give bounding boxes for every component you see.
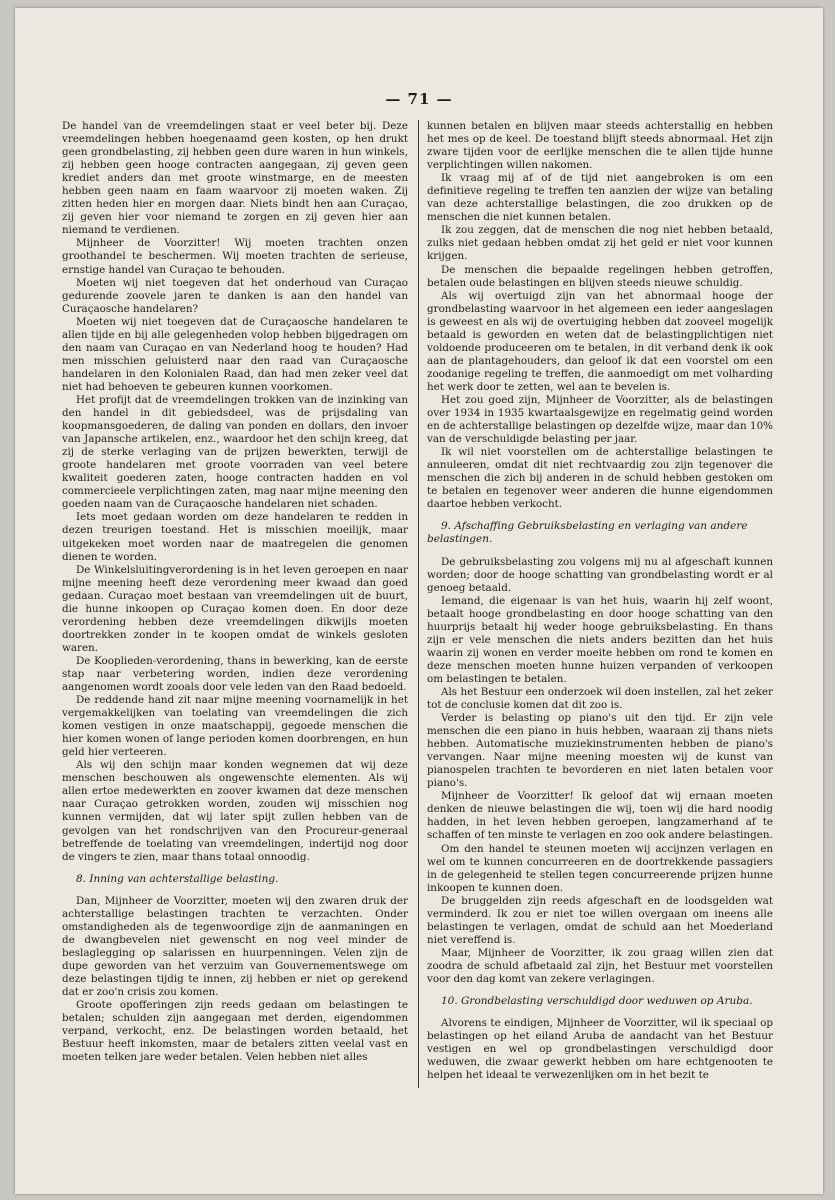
paragraph: Groote opofferingen zijn reeds gedaan om belastingen te betalen; schulden zijn aangegaan met derden, eigendommen verpand, verkocht, enz. De belastingen worden betaald, het Bestuur heeft inkomsten, maar de betalers zitten veelal vast en moeten telken jare weder betalen. Velen hebben niet alles	[62, 999, 408, 1064]
paragraph: Ik wil niet voorstellen om de achterstallige belastingen te annuleeren, omdat dit niet rechtvaardig zou zijn tegenover die menschen die zich bij anderen in de schuld hebben gestoken om te betalen en tegenover weer anderen die hunne eigendommen daartoe hebben verkocht.	[427, 446, 773, 511]
paragraph: De reddende hand zit naar mijne meening voornamelijk in het vergemakkelijken van toelating van vreemdelingen die zich komen vestigen in onze maatschappij, gegoede menschen die hier komen wonen of lange perioden komen doorbrengen, en hun geld hier verteeren.	[62, 694, 408, 759]
paragraph: De gebruiksbelasting zou volgens mij nu al afgeschaft kunnen worden; door de hooge schatting van grondbelasting wordt er al genoeg betaald.	[427, 555, 773, 594]
paragraph: Dan, Mijnheer de Voorzitter, moeten wij den zwaren druk der achterstallige belastingen trachten te verzachten. Onder omstandigheden als de tegenwoordige zijn de aanmaningen en de dwangbevelen niet gewenscht en nog veel minder de beslaglegging op salarissen en huurpenningen. Velen zijn de dupe geworden van het verzuim van Gouvernementswege om deze belastingen tijdig te innen, zij hebben er niet op gerekend dat er zoo'n crisis zou komen.	[62, 894, 408, 999]
paragraph: De menschen die bepaalde regelingen hebben getroffen, betalen oude belastingen en blijven steeds nieuwe schuldig.	[427, 263, 773, 289]
paragraph: De Kooplieden-verordening, thans in bewerking, kan de eerste stap naar verbetering worden, indien deze verordening aangenomen wordt zooals door vele leden van den Raad bedoeld.	[62, 654, 408, 694]
section-heading-8: 8. Inning van achterstallige belasting.	[76, 872, 279, 885]
paragraph: Iemand, die eigenaar is van het huis, waarin hij zelf woont, betaalt hooge grondbelasting en door hooge schatting van den huurprijs betaalt hij weder hooge gebruiksbelasting. En thans zijn er vele menschen die niets anders bezitten dan het huis waarin zij wonen en verder moeite hebben om rond te komen en deze menschen moeten hunne huizen verpanden of verkoopen om belastingen te betalen.	[427, 594, 773, 685]
section-heading-9: 9. Afschaffing Gebruiksbelasting en verlaging van andere belastingen.	[427, 520, 748, 546]
left-column	[62, 120, 408, 1064]
column-divider	[418, 120, 419, 1088]
paragraph: Mijnheer de Voorzitter! Ik geloof dat wij ernaan moeten denken de nieuwe belastingen die wij, toen wij die hard noodig hadden, in het leven hebben geroepen, langzamerhand af te schaffen of ten minste te verlagen en zoo ook andere belastingen.	[427, 790, 773, 842]
paragraph: De bruggelden zijn reeds afgeschaft en de loodsgelden wat verminderd. Ik zou er niet toe willen overgaan om ineens alle belastingen te verlagen, omdat de schuld aan het Moederland niet vereffend is.	[427, 894, 773, 946]
paragraph: Ik zou zeggen, dat de menschen die nog niet hebben betaald, zulks niet gedaan hebben omdat zij het geld er niet voor kunnen krijgen.	[427, 224, 773, 263]
paragraph: Ik vraag mij af of de tijd niet aangebroken is om een definitieve regeling te treffen ten aanzien der wijze van betaling van deze achterstallige belastingen, die zoo drukken op de menschen die niet kunnen betalen.	[427, 172, 773, 224]
paragraph: Als het Bestuur een onderzoek wil doen instellen, zal het zeker tot de conclusie komen dat dit zoo is.	[427, 685, 773, 712]
paragraph: Het profijt dat de vreemdelingen trokken van de inzinking van den handel in dit gebiedsdeel, was de prijsdaling van koopmansgoederen, de daling van ponden en dollars, den invoer van Japansche artikelen, enz., waardoor het den schijn kreeg, dat zij de sterke verlaging van de prijzen bewerkten, terwijl de groote handelaren met groote voorraden van veel betere kwaliteit goederen zaten, hooge contracten hadden en vol commercieele verplichtingen zaten, mag naar mijne meening den goeden naam van de Curaçaosche handelaren niet schaden.	[62, 393, 408, 511]
paragraph: Moeten wij niet toegeven dat het onderhoud van Curaçao gedurende zoovele jaren te danken is aan den handel van Curaçaosche handelaren?	[62, 276, 408, 315]
paragraph: Moeten wij niet toegeven dat de Curaçaosche handelaren te allen tijde en bij alle gelegenheden volop hebben bijgedragen om den naam van Curaçao en van Nederland hoog te houden? Had men misschien geluisterd naar den raad van Curaçaosche handelaren in den Kolonialen Raad, dan had men zeker veel dat niet had behoeven te gebeuren kunnen voorkomen.	[62, 315, 408, 393]
paragraph: De Winkelsluitingverordening is in het leven geroepen en naar mijne meening heeft deze verordening meer kwaad dan goed gedaan. Curaçao moet bestaan van vreemdelingen uit de buurt, die hunne inkoopen op Curaçao komen doen. En door deze verordening hebben deze vreemdelingen dikwijls moeten doortrekken zonder in te koopen omdat de winkels gesloten waren.	[62, 563, 408, 654]
paragraph: Om den handel te steunen moeten wij accijnzen verlagen en wel om te kunnen concurreeren en de doortrekkende passagiers in de gelegenheid te stellen tegen concurreerende prijzen hunne inkoopen te kunnen doen.	[427, 842, 773, 894]
paragraph: De handel van de vreemdelingen staat er veel beter bij. Deze vreemdelingen hebben hoegenaamd geen kosten, op hen drukt geen grondbelasting, zij hebben geen dure waren in hun winkels, zij hebben geen hooge contracten aangegaan, zij geven geen krediet anders dan met groote winstmarge, en de meesten hebben geen naam en faam waarvoor zij moeten waken. Zij zitten heden hier en morgen daar. Niets bindt hen aan Curaçao, zij geven hier voor niemand te zorgen en zij geven hier aan niemand te verdienen.	[62, 120, 408, 237]
section-heading-10: 10. Grondbelasting verschuldigd door weduwen op Aruba.	[441, 995, 753, 1008]
paragraph: Alvorens te eindigen, Mijnheer de Voorzitter, wil ik speciaal op belastingen op het eiland Aruba de aandacht van het Bestuur vestigen en wel op grondbelastingen verschuldigd door weduwen, die zwaar gewerkt hebben om hare echtgenooten te helpen het ideaal te verwezenlijken om in het bezit te	[427, 1017, 773, 1082]
paragraph: Iets moet gedaan worden om deze handelaren te redden in dezen treurigen toestand. Het is misschien moeilijk, maar uitgekeken moet worden naar de maatregelen die genomen dienen te worden.	[62, 511, 408, 563]
page-number: — 71 —	[385, 90, 453, 108]
right-column	[427, 120, 773, 1082]
paragraph: Als wij overtuigd zijn van het abnormaal hooge der grondbelasting waarvoor in het algemeen een ieder aangeslagen is geweest en als wij de overtuiging hebben dat zooveel mogelijk betaald is geworden en weten dat de belastingplichtigen niet voldoende produceeren om te betalen, in dit verband denk ik ook aan de plantagehouders, dan geloof ik dat een voorstel om een zoodanige regeling te treffen, die aanmoedigt om met volharding het werk door te zetten, wel aan te bevelen is.	[427, 289, 773, 393]
paragraph: Maar, Mijnheer de Voorzitter, ik zou graag willen zien dat zoodra de schuld afbetaald zal zijn, het Bestuur met voorstellen voor den dag komt van zekere verlagingen.	[427, 946, 773, 985]
paragraph: Mijnheer de Voorzitter! Wij moeten trachten onzen groothandel te beschermen. Wij moeten trachten de serieuse, ernstige handel van Curaçao te behouden.	[62, 237, 408, 276]
paragraph: Verder is belasting op piano's uit den tijd. Er zijn vele menschen die een piano in huis hebben, waaraan zij thans niets hebben. Automatische muziekinstrumenten hebben de piano's vervangen. Naar mijne meening moesten wij de kunst van pianospelen trachten te bevorderen en niet laten betalen voor piano's.	[427, 712, 773, 790]
paragraph: kunnen betalen en blijven maar steeds achterstallig en hebben het mes op de keel. De toestand blijft steeds abnormaal. Het zijn zware tijden voor de eerlijke menschen die te allen tijde hunne verplichtingen willen nakomen.	[427, 120, 773, 172]
document-page	[15, 8, 823, 1194]
paragraph: Het zou goed zijn, Mijnheer de Voorzitter, als de belastingen over 1934 in 1935 kwartaalsgewijze en regelmatig geind worden en de achterstallige belastingen op dezelfde wijze, maar dan 10% van de verschuldigde belasting per jaar.	[427, 393, 773, 446]
paragraph: Als wij den schijn maar konden wegnemen dat wij deze menschen beschouwen als ongewenschte elementen. Als wij allen ertoe medewerkten en zoover kwamen dat deze menschen naar Curaçao getrokken worden, zouden wij misschien nog kunnen vermijden, dat wij later spijt zullen hebben van de gevolgen van het rondschrijven van den Procureur-generaal betreffende de toelating van vreemdelingen, indertijd nog door de vingers te zien, maar thans totaal onnoodig.	[62, 759, 408, 863]
